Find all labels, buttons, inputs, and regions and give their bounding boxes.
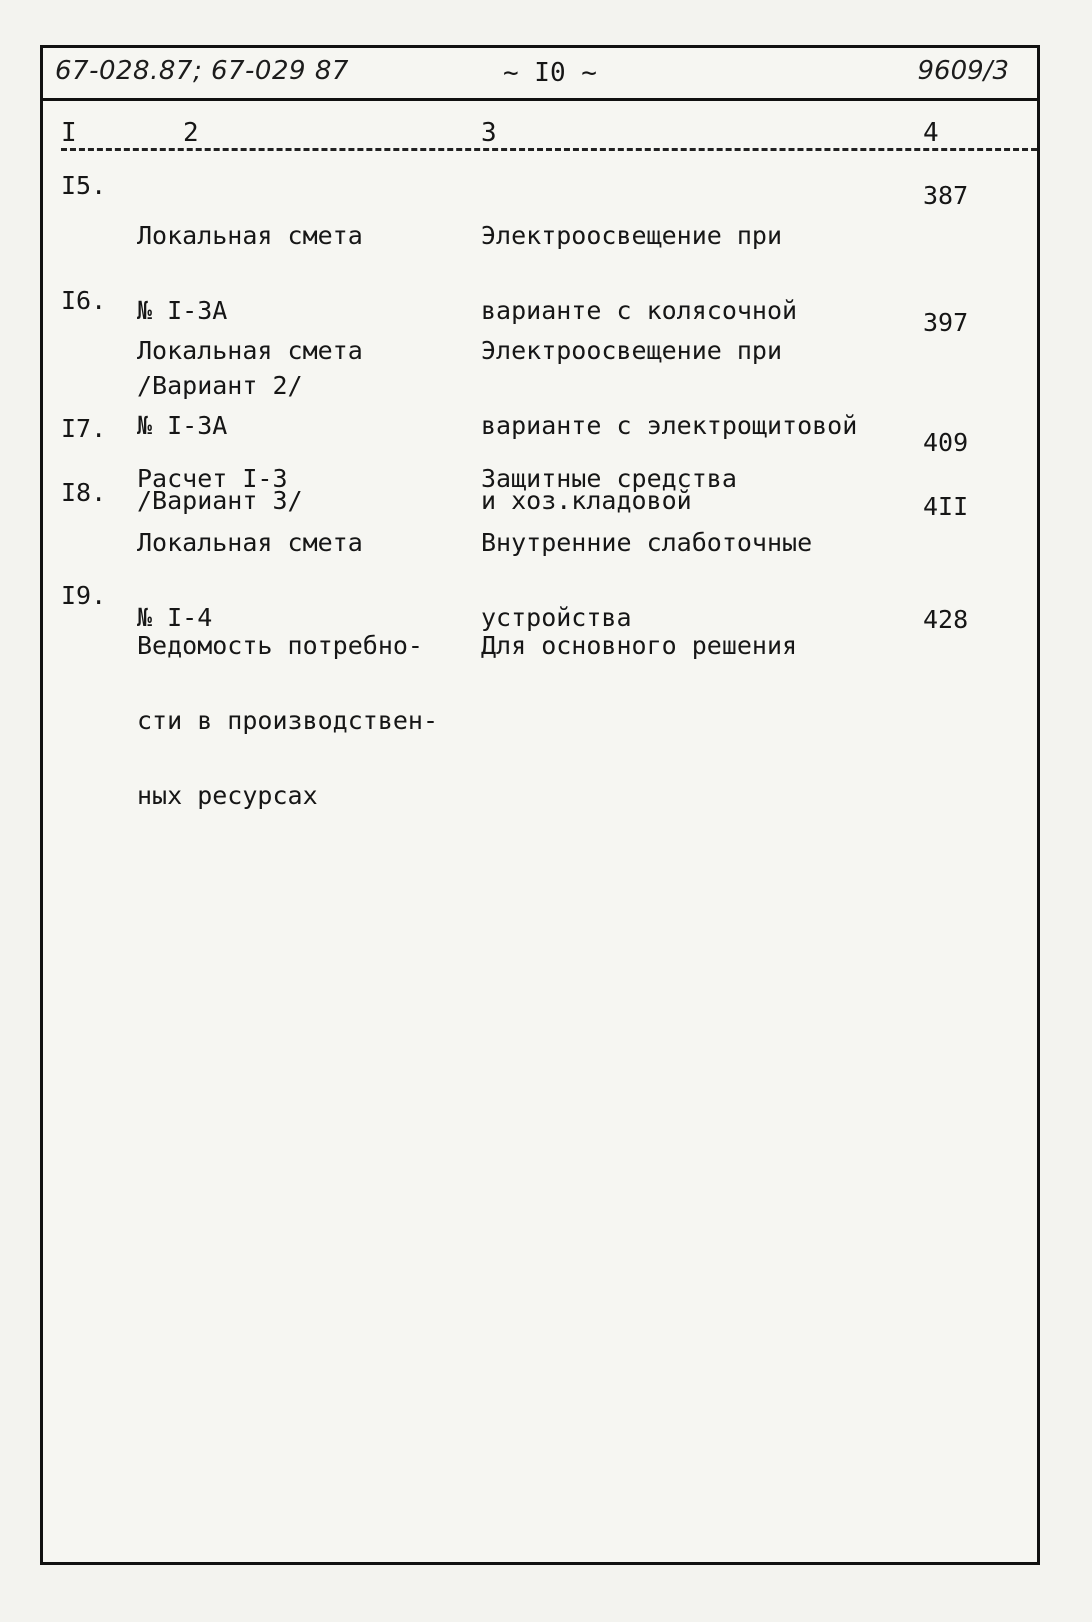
column-header-1: I (61, 118, 77, 148)
row-description: Для основного решения (481, 631, 798, 660)
sheet-number: 9609/3 (917, 56, 1009, 86)
column-header-divider (61, 148, 1037, 151)
row-number: I9. (61, 581, 107, 610)
row-description: Электроосвещение при варианте с электрощитовой и хоз.кладовой (481, 336, 858, 515)
row-name: Локальная смета № I-3А /Вариант 3/ (137, 336, 363, 515)
row-page: 397 (923, 308, 969, 337)
row-number: I6. (61, 286, 107, 315)
row-description: Защитные средства (481, 464, 737, 493)
row-number: I7. (61, 414, 107, 443)
document-sheet (40, 45, 1040, 1565)
row-name: Расчет I-3 (137, 464, 288, 493)
row-description: Электроосвещение при варианте с колясочной (481, 221, 798, 325)
column-header-3: 3 (481, 118, 497, 148)
row-number: I5. (61, 171, 107, 200)
row-page: 4II (923, 492, 969, 521)
row-name: Ведомость потребно- сти в производствен- ных ресурсах (137, 631, 439, 810)
row-description: Внутренние слаботочные устройства (481, 528, 813, 632)
column-header-4: 4 (923, 118, 939, 148)
row-page: 428 (923, 605, 969, 634)
document-codes: 67-028.87; 67-029 87 (55, 56, 349, 86)
row-name: Локальная смета № I-4 (137, 528, 363, 632)
row-number: I8. (61, 478, 107, 507)
page-number: ~ I0 ~ (503, 58, 597, 88)
row-name: Локальная смета № I-3А /Вариант 2/ (137, 221, 363, 400)
row-page: 409 (923, 428, 969, 457)
page-header (43, 48, 1037, 101)
row-page: 387 (923, 181, 969, 210)
column-header-2: 2 (183, 118, 199, 148)
